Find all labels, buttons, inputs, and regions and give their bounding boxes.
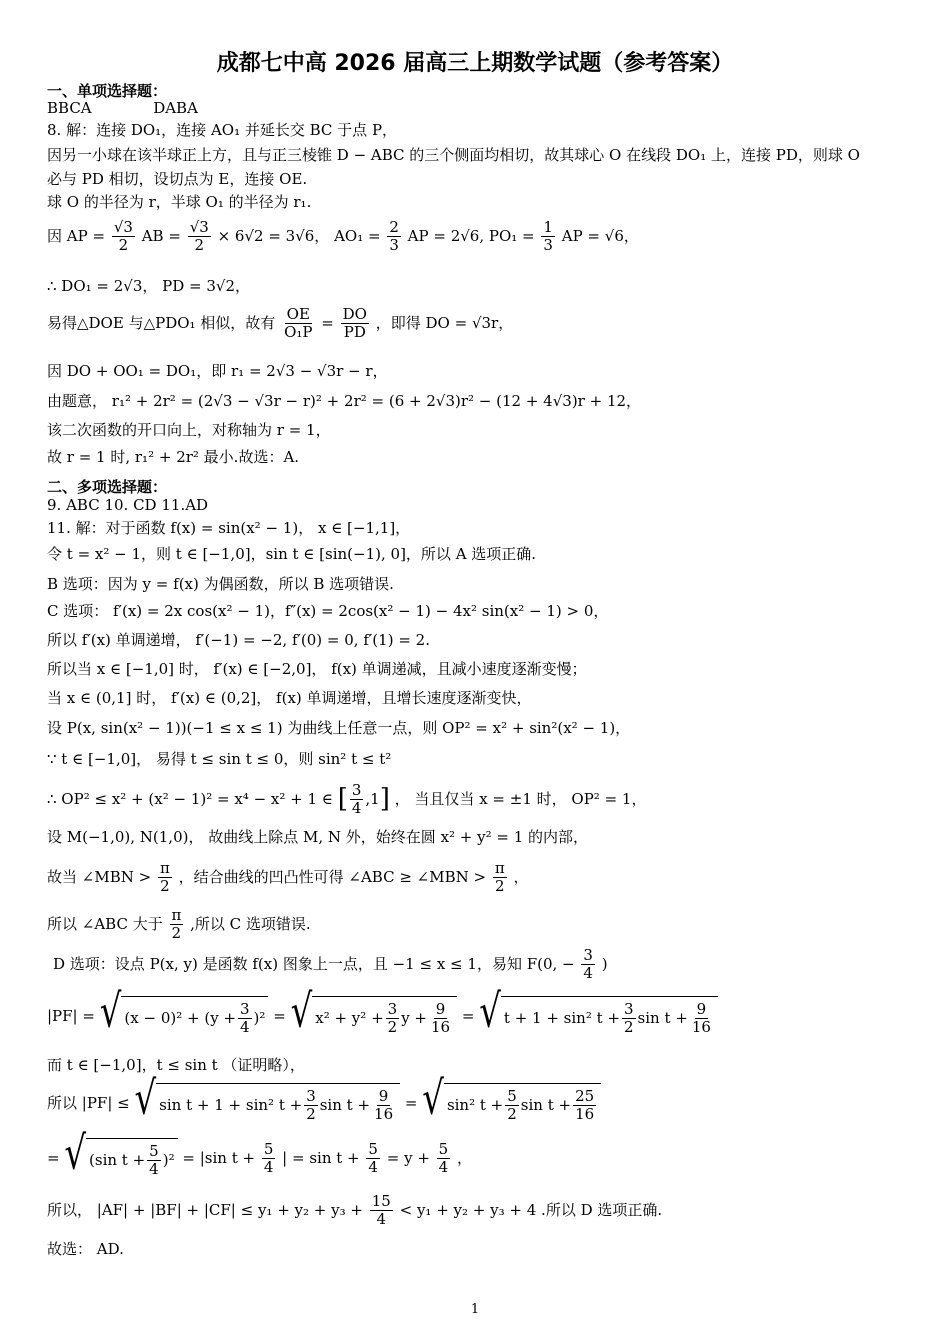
radical-sign: √ [290, 984, 313, 1039]
denominator: 2 [387, 1018, 398, 1037]
fraction [188, 219, 211, 255]
fraction [505, 1088, 519, 1124]
q11-line-6: 所以当 x ∈ [−1,0] 时， f′(x) ∈ [−2,0]， f(x) 单调递减，且减小速度逐渐变慢； [47, 660, 587, 678]
numerator: 9 [378, 1087, 389, 1105]
text-segment: × 6√2 = 3√6， AO₁ = [217, 227, 381, 246]
fraction [690, 1001, 713, 1037]
denominator: 2 [194, 236, 205, 255]
answers-1-4: BBCA [47, 99, 92, 117]
text-segment: = y + [386, 1148, 430, 1167]
radical [422, 1071, 601, 1126]
numerator: 5 [438, 1139, 449, 1158]
fraction [350, 782, 364, 818]
numerator: OE [286, 305, 310, 323]
numerator: 3 [306, 1087, 316, 1105]
q8-line-11: 故 r = 1 时, r₁² + 2r² 最小.故选：A. [47, 448, 300, 466]
numerator: 5 [263, 1139, 274, 1158]
text-segment: | = sin t + [282, 1148, 360, 1167]
denominator: O₁P [284, 323, 313, 342]
q11-line-9: ∵ t ∈ [−1,0]， 易得 t ≤ sin t ≤ 0，则 sin² t ≤ t² [47, 750, 392, 768]
text-segment: 因 AP = [47, 227, 106, 246]
text-segment: AB = [141, 227, 181, 246]
text-segment: ,所以 C 选项错误. [190, 915, 311, 934]
denominator: 3 [543, 236, 553, 255]
text-segment: D 选项：设点 P(x, y) 是函数 f(x) 图象上一点，且 −1 ≤ x ≤ 1，易知 F(0, − [53, 955, 575, 974]
denominator: 2 [171, 924, 182, 943]
text-segment: 故当 ∠MBN > [47, 868, 152, 887]
text-segment: ) [601, 955, 608, 974]
text-segment: )² [253, 1009, 266, 1028]
text-segment: 所以 |PF| ≤ [47, 1093, 130, 1112]
q11-line-14 [53, 947, 608, 983]
fraction [581, 947, 595, 983]
text-segment: (x − 0)² + (y + [124, 1009, 236, 1028]
denominator: 2 [495, 877, 505, 896]
fraction [366, 1141, 380, 1177]
q8-line-2: 因另一小球在该半球正上方，且与正三棱锥 D − ABC 的三个侧面均相切，故其球心 O 在线段 DO₁ 上，连接 PD，则球 O [47, 146, 860, 164]
text-segment: = |sin t + [182, 1148, 256, 1167]
q11-line-8: 设 P(x, sin(x² − 1))(−1 ≤ x ≤ 1) 为曲线上任意一点，则 OP² = x² + sin²(x² − 1)， [47, 719, 631, 737]
text-segment: |PF| = [47, 1006, 95, 1025]
denominator: 4 [263, 1157, 274, 1176]
denominator: 2 [160, 877, 170, 896]
q11-line-10 [47, 782, 646, 818]
denominator: 4 [438, 1157, 449, 1176]
q8-line-4: 球 O 的半径为 r，半球 O₁ 的半径为 r₁. [47, 193, 312, 211]
q8-line-3: 必与 PD 相切，设切点为 E，连接 OE. [47, 170, 308, 188]
q8-line-8: 因 DO + OO₁ = DO₁，即 r₁ = 2√3 − √3r − r， [47, 362, 388, 380]
fraction [282, 306, 314, 342]
q11-line-1: 11. 解：对于函数 f(x) = sin(x² − 1)， x ∈ [−1,1]， [47, 519, 411, 537]
text-segment: t + 1 + sin² t + [503, 1009, 620, 1028]
numerator: 25 [575, 1087, 595, 1105]
answers-5-8: DABA [153, 99, 198, 117]
denominator: 4 [351, 799, 362, 818]
section-multi-choice-heading: 二、多项选择题： [47, 478, 168, 496]
denominator: 2 [118, 236, 129, 255]
q11-line-15 [47, 984, 718, 1039]
denominator: 16 [431, 1018, 451, 1037]
page-title: 成都七中高 2026 届高三上期数学试题（参考答案） [216, 51, 734, 76]
text-segment: sin t + 1 + sin² t + [159, 1096, 303, 1115]
numerator: 5 [368, 1139, 378, 1158]
page-number: 1 [470, 1302, 480, 1317]
text-segment: sin² t + [446, 1096, 504, 1115]
denominator: 2 [624, 1018, 634, 1037]
q11-line-13 [47, 907, 311, 943]
fraction [386, 1001, 400, 1037]
fraction [147, 1143, 161, 1179]
q8-line-9: 由题意， r₁² + 2r² = (2√3 − √3r − r)² + 2r² = (6 + 2√3)r² − (12 + 4√3)r + 12， [47, 392, 642, 410]
text-segment: = [321, 314, 334, 333]
multi-choice-answers: 9. ABC 10. CD 11.AD [47, 496, 209, 514]
q11-line-18 [47, 1126, 473, 1181]
text-segment: AP = 2√6, PO₁ = [407, 227, 535, 246]
q11-line-17 [47, 1071, 601, 1126]
denominator: 2 [507, 1105, 517, 1124]
denominator: 4 [149, 1160, 159, 1179]
fraction [238, 1001, 252, 1037]
fraction [387, 219, 401, 255]
text-segment: ， 当且仅当 x = ±1 时， OP² = 1， [394, 790, 647, 809]
numerator: 9 [696, 1000, 707, 1018]
q11-line-20: 故选： AD. [47, 1240, 124, 1258]
q11-line-12 [47, 860, 529, 896]
radical-sign: √ [479, 984, 501, 1039]
numerator: 3 [624, 1000, 634, 1018]
q8-line-7 [47, 306, 513, 342]
denominator: 4 [240, 1018, 250, 1037]
numerator: √3 [189, 218, 209, 236]
denominator: 16 [575, 1105, 595, 1124]
numerator: DO [342, 305, 367, 323]
text-segment: 所以， |AF| + |BF| + |CF| ≤ y₁ + y₂ + y₃ + [47, 1201, 363, 1220]
text-segment: = [404, 1093, 418, 1112]
text-segment: < y₁ + y₂ + y₃ + 4 .所以 D 选项正确. [399, 1201, 663, 1220]
numerator: 3 [583, 946, 593, 964]
text-segment: 易得△DOE 与△PDO₁ 相似，故有 [47, 314, 276, 333]
radical-sign: √ [134, 1071, 157, 1126]
fraction [372, 1088, 395, 1124]
numerator: 3 [240, 1000, 250, 1018]
q11-line-2: 令 t = x² − 1，则 t ∈ [−1,0]，sin t ∈ [sin(−1), 0]，所以 A 选项正确. [47, 545, 537, 563]
q8-line-5 [47, 219, 639, 255]
q8-line-1: 8. 解：连接 DO₁，连接 AO₁ 并延长交 BC 于点 P， [47, 121, 398, 139]
fraction [170, 907, 184, 943]
denominator: 4 [376, 1210, 387, 1229]
text-segment: x² + y² + [315, 1009, 384, 1028]
q11-line-5: 所以 f′(x) 单调递增， f′(−1) = −2, f′(0) = 0, f′(1) = 2. [47, 631, 430, 649]
radical [99, 984, 269, 1039]
text-segment: sin t + [319, 1096, 371, 1115]
fraction [573, 1088, 596, 1124]
numerator: 5 [507, 1087, 517, 1105]
text-segment: sin t + [520, 1096, 572, 1115]
fraction [541, 219, 555, 255]
single-choice-answers [47, 100, 198, 117]
fraction [262, 1141, 276, 1177]
fraction [304, 1088, 318, 1124]
text-segment: = [461, 1006, 475, 1025]
denominator: PD [343, 323, 366, 342]
numerator: 2 [389, 218, 399, 236]
section-single-choice-heading: 一、单项选择题： [47, 82, 168, 100]
numerator: 3 [387, 1000, 398, 1018]
right-bracket: ] [379, 783, 390, 814]
left-bracket: [ [337, 783, 348, 814]
denominator: 2 [306, 1105, 316, 1124]
numerator: 3 [351, 781, 362, 799]
radical [290, 984, 458, 1039]
fraction [112, 219, 135, 255]
text-segment: (sin t + [89, 1151, 146, 1170]
q11-line-3: B 选项：因为 y = f(x) 为偶函数，所以 B 选项错误. [47, 575, 394, 593]
fraction [370, 1193, 393, 1229]
text-segment: 所以 ∠ABC 大于 [47, 915, 163, 934]
denominator: 3 [389, 236, 399, 255]
text-segment: = [47, 1148, 60, 1167]
text-segment: ， [513, 868, 529, 887]
text-segment: ,1 [365, 790, 380, 809]
radical-sign: √ [64, 1126, 87, 1181]
text-segment: sin t + [637, 1009, 688, 1028]
denominator: 4 [583, 964, 593, 983]
numerator: 9 [435, 1000, 446, 1018]
radical [64, 1126, 177, 1181]
numerator: π [159, 859, 170, 877]
fraction [429, 1001, 452, 1037]
denominator: 16 [691, 1018, 711, 1037]
numerator: 1 [543, 218, 553, 236]
numerator: 15 [371, 1192, 391, 1210]
radical-sign: √ [99, 984, 122, 1039]
fraction [622, 1001, 636, 1037]
q11-line-16: 而 t ∈ [−1,0]，t ≤ sin t （证明略）， [47, 1056, 305, 1074]
radical [479, 984, 718, 1039]
denominator: 4 [368, 1157, 378, 1176]
text-segment: AP = √6， [561, 227, 639, 246]
numerator: √3 [113, 218, 133, 236]
q11-line-11: 设 M(−1,0), N(1,0)， 故曲线上除点 M, N 外，始终在圆 x² + y² = 1 的内部， [47, 828, 589, 846]
text-segment: ，结合曲线的凹凸性可得 ∠ABC ≥ ∠MBN > [178, 868, 487, 887]
numerator: 5 [149, 1142, 159, 1160]
fraction [437, 1141, 451, 1177]
radical [134, 1071, 401, 1126]
text-segment: ∴ OP² ≤ x² + (x² − 1)² = x⁴ − x² + 1 ∈ [47, 790, 333, 809]
text-segment: ， [457, 1148, 473, 1167]
fraction [493, 860, 507, 896]
fraction [158, 860, 172, 896]
text-segment: ，即得 DO = √3r， [375, 314, 514, 333]
numerator: π [171, 906, 182, 924]
fraction [341, 306, 369, 342]
radical-sign: √ [422, 1071, 444, 1126]
text-segment: = [273, 1006, 286, 1025]
q8-line-10: 该二次函数的开口向上，对称轴为 r = 1， [47, 421, 331, 439]
text-segment: )² [162, 1151, 175, 1170]
q11-line-4: C 选项： f′(x) = 2x cos(x² − 1)，f″(x) = 2cos(x² − 1) − 4x² sin(x² − 1) > 0， [47, 602, 609, 620]
denominator: 16 [374, 1105, 394, 1124]
text-segment: y + [401, 1009, 427, 1028]
q8-line-6: ∴ DO₁ = 2√3， PD = 3√2， [47, 277, 251, 295]
numerator: π [494, 859, 505, 877]
q11-line-7: 当 x ∈ (0,1] 时， f′(x) ∈ (0,2]， f(x) 单调递增，且增长速度逐渐变快， [47, 689, 532, 707]
q11-line-19 [47, 1193, 662, 1229]
